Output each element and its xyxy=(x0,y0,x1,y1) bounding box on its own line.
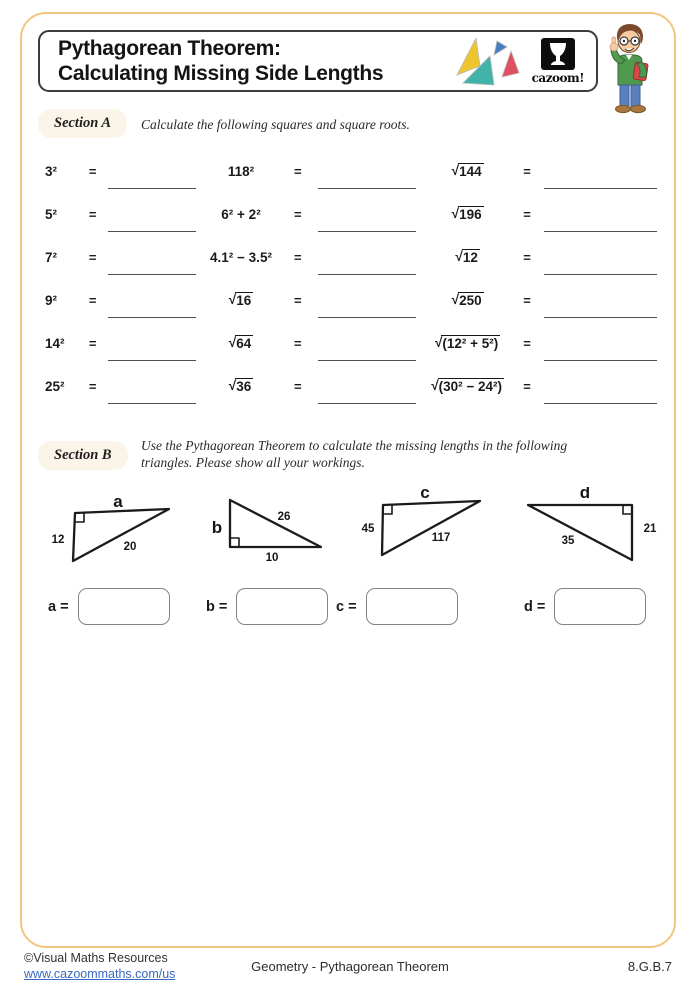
equals-sign: = xyxy=(88,379,97,394)
exercise-cell xyxy=(45,150,196,193)
exercise-cell xyxy=(420,150,657,193)
radicand: 64 xyxy=(236,336,252,352)
triangle-c-hypotenuse: 117 xyxy=(431,532,451,544)
expression: 14² xyxy=(45,336,65,351)
equals-sign: = xyxy=(88,164,97,179)
sqrt-expression xyxy=(229,335,253,352)
radicand: (12² + 5²) xyxy=(442,336,499,352)
page-title-line1: Pythagorean Theorem: xyxy=(58,37,281,60)
copyright-text: ©Visual Maths Resources xyxy=(24,951,168,965)
section-a-exercises xyxy=(45,150,657,408)
radical-sign: √ xyxy=(451,292,460,308)
radicand: 144 xyxy=(459,164,482,180)
exercise-cell xyxy=(420,365,657,408)
answer-blank[interactable] xyxy=(544,403,657,404)
exercise-cell xyxy=(420,193,657,236)
answer-group-c xyxy=(336,588,458,625)
expression: 6² + 2² xyxy=(221,207,261,222)
answer-blank[interactable] xyxy=(544,360,657,361)
exercise-cell xyxy=(196,193,420,236)
triangle-b-side-bottom: 10 xyxy=(265,552,279,564)
section-b-label: Section B xyxy=(38,441,128,470)
exercise-cell xyxy=(45,279,196,322)
sqrt-expression xyxy=(455,249,479,266)
worksheet-title-box xyxy=(38,30,598,92)
answer-blank[interactable] xyxy=(318,274,416,275)
radical-sign: √ xyxy=(228,378,237,394)
radicand: 36 xyxy=(236,379,252,395)
radical-sign: √ xyxy=(228,292,237,308)
sqrt-expression xyxy=(435,335,500,352)
exercise-cell xyxy=(45,193,196,236)
equals-sign: = xyxy=(294,379,302,394)
exercise-cell xyxy=(196,365,420,408)
section-b-instruction-line2: triangles. Please show all your workings. xyxy=(141,455,365,470)
answer-blank[interactable] xyxy=(318,317,416,318)
section-a-instruction: Calculate the following squares and square roots. xyxy=(141,117,410,132)
equals-sign: = xyxy=(523,164,531,179)
radical-sign: √ xyxy=(455,249,463,265)
triangles-logo-icon xyxy=(454,35,520,87)
triangle-a-hypotenuse: 20 xyxy=(123,541,137,553)
section-b-instruction xyxy=(141,437,611,471)
section-a-label: Section A xyxy=(38,109,127,138)
cazoom-logo xyxy=(532,38,584,85)
expression: 5² xyxy=(45,207,58,222)
answer-blank[interactable] xyxy=(318,360,416,361)
sqrt-expression xyxy=(229,378,253,395)
section-a-row xyxy=(45,279,657,322)
triangle-a-unknown-label: a xyxy=(113,494,123,511)
equals-sign: = xyxy=(523,207,531,222)
website-link[interactable]: www.cazoommaths.com/us xyxy=(24,967,176,981)
answer-blank[interactable] xyxy=(318,231,416,232)
answer-box-a[interactable] xyxy=(78,588,170,625)
section-a-row xyxy=(45,365,657,408)
answer-blank[interactable] xyxy=(544,274,657,275)
exercise-cell xyxy=(196,236,420,279)
page-title xyxy=(58,36,383,86)
teacher-illustration xyxy=(601,20,665,121)
radical-sign: √ xyxy=(431,378,439,394)
answer-blank[interactable] xyxy=(108,403,196,404)
triangle-b-unknown-label: b xyxy=(211,518,223,537)
answer-group-d xyxy=(524,588,646,625)
triangle-c-unknown-label: c xyxy=(420,487,430,502)
triangle-d-side-right: 21 xyxy=(643,523,657,535)
triangle-b xyxy=(205,494,330,571)
section-a-row xyxy=(45,322,657,365)
answer-blank[interactable] xyxy=(108,317,196,318)
expression: 118² xyxy=(227,164,255,179)
radical-sign: √ xyxy=(434,335,443,351)
answer-label-c: c = xyxy=(336,598,357,615)
exercise-cell xyxy=(196,322,420,365)
triangle-a xyxy=(46,494,178,573)
triangle-d-hypotenuse: 35 xyxy=(561,535,575,547)
triangle-a-side-left: 12 xyxy=(51,534,65,546)
answer-blank[interactable] xyxy=(318,403,416,404)
equals-sign: = xyxy=(88,207,97,222)
expression: 4.1² − 3.5² xyxy=(210,250,272,265)
radicand: 196 xyxy=(459,207,482,223)
answer-blank[interactable] xyxy=(544,317,657,318)
expression: 25² xyxy=(45,379,65,394)
section-a-row xyxy=(45,193,657,236)
equals-sign: = xyxy=(88,336,97,351)
section-b-instruction-line1: Use the Pythagorean Theorem to calculate the missing lengths in the following xyxy=(141,438,568,453)
triangle-d xyxy=(516,487,668,572)
expression: 3² xyxy=(45,164,58,179)
answer-blank[interactable] xyxy=(108,188,196,189)
radical-sign: √ xyxy=(451,163,460,179)
answer-group-b xyxy=(206,588,328,625)
equals-sign: = xyxy=(523,336,531,351)
section-a-row xyxy=(45,236,657,279)
exercise-cell xyxy=(196,150,420,193)
section-a-row xyxy=(45,150,657,193)
answer-label-a: a = xyxy=(48,598,69,615)
radical-sign: √ xyxy=(228,335,237,351)
equals-sign: = xyxy=(294,250,302,265)
footer-standard-code: 8.G.B.7 xyxy=(627,959,672,974)
answer-blank[interactable] xyxy=(108,274,196,275)
cazoom-wordmark: cazoom! xyxy=(531,70,584,85)
answer-blank[interactable] xyxy=(108,231,196,232)
equals-sign: = xyxy=(523,379,531,394)
equals-sign: = xyxy=(294,293,302,308)
answer-group-a xyxy=(48,588,170,625)
sqrt-expression xyxy=(452,206,484,223)
expression: 9² xyxy=(45,293,58,308)
expression: 7² xyxy=(45,250,58,265)
sqrt-expression xyxy=(229,292,253,309)
equals-sign: = xyxy=(523,250,531,265)
radicand: 250 xyxy=(459,293,482,309)
exercise-cell xyxy=(420,279,657,322)
cazoom-goblet-icon xyxy=(541,38,575,70)
answer-blank[interactable] xyxy=(318,188,416,189)
logo-cluster xyxy=(454,35,584,87)
equals-sign: = xyxy=(523,293,531,308)
answer-blank[interactable] xyxy=(544,231,657,232)
radical-sign: √ xyxy=(451,206,460,222)
exercise-cell xyxy=(420,236,657,279)
answer-label-d: d = xyxy=(524,598,546,615)
answer-box-b[interactable] xyxy=(236,588,328,625)
equals-sign: = xyxy=(88,250,97,265)
exercise-cell xyxy=(45,365,196,408)
radicand: 16 xyxy=(236,293,252,309)
answer-box-d[interactable] xyxy=(554,588,646,625)
equals-sign: = xyxy=(294,164,302,179)
radicand: 12 xyxy=(462,250,478,266)
exercise-cell xyxy=(420,322,657,365)
equals-sign: = xyxy=(88,293,97,308)
equals-sign: = xyxy=(294,336,302,351)
triangle-b-hypotenuse: 26 xyxy=(277,511,291,523)
footer-topic: Geometry - Pythagorean Theorem xyxy=(251,959,449,974)
answer-blank[interactable] xyxy=(108,360,196,361)
triangle-d-unknown-label: d xyxy=(579,487,591,502)
sqrt-expression xyxy=(431,378,504,395)
exercise-cell xyxy=(196,279,420,322)
equals-sign: = xyxy=(294,207,302,222)
triangle-c-side-left: 45 xyxy=(361,523,375,535)
exercise-cell xyxy=(45,322,196,365)
sqrt-expression xyxy=(452,292,484,309)
radicand: (30² − 24²) xyxy=(438,379,503,395)
sqrt-expression xyxy=(452,163,484,180)
page-title-line2: Calculating Missing Side Lengths xyxy=(58,62,384,85)
triangle-c xyxy=(355,487,497,568)
answer-box-c[interactable] xyxy=(366,588,458,625)
exercise-cell xyxy=(45,236,196,279)
answer-blank[interactable] xyxy=(544,188,657,189)
answer-label-b: b = xyxy=(206,598,228,615)
